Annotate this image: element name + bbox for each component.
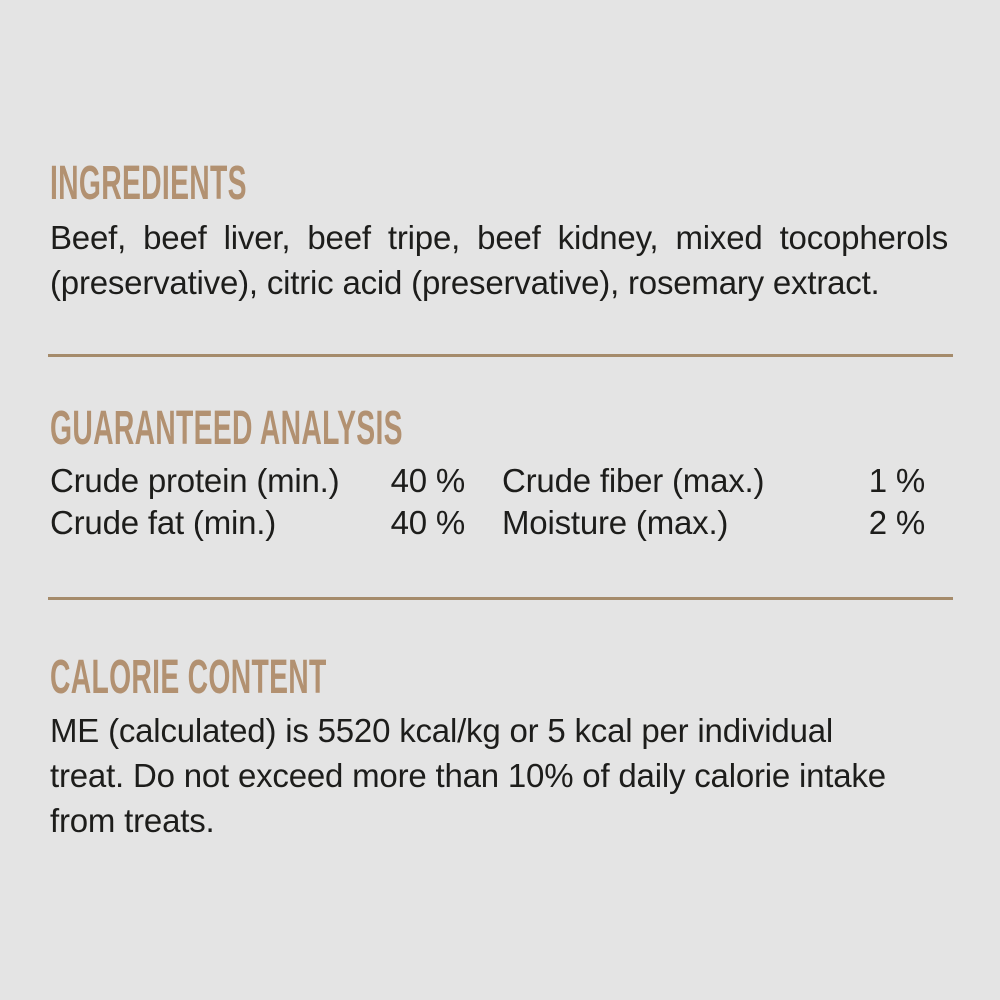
analysis-cell bbox=[502, 506, 925, 539]
analysis-value: 40 % bbox=[390, 462, 465, 499]
analysis-label: Crude protein (min.) bbox=[50, 462, 340, 499]
column-gap bbox=[465, 464, 502, 497]
analysis-label: Crude fat (min.) bbox=[50, 504, 277, 541]
section-divider bbox=[48, 597, 953, 600]
analysis-value: 2 % bbox=[868, 504, 925, 541]
analysis-cell bbox=[50, 464, 465, 497]
guaranteed-analysis-heading: GUARANTEED ANALYSIS bbox=[50, 402, 403, 455]
analysis-label: Crude fiber (max.) bbox=[502, 462, 765, 499]
calorie-text-line: from treats. bbox=[50, 802, 215, 839]
analysis-cell bbox=[50, 506, 465, 539]
section-divider bbox=[48, 354, 953, 357]
analysis-row bbox=[50, 506, 925, 539]
calorie-text-line: ME (calculated) is 5520 kcal/kg or 5 kcal per individual bbox=[50, 712, 834, 749]
analysis-label: Moisture (max.) bbox=[502, 504, 729, 541]
ingredients-text-line: (preservative), citric acid (preservative), rosemary extract. bbox=[50, 264, 880, 301]
analysis-cell bbox=[502, 464, 925, 497]
calorie-content-heading: CALORIE CONTENT bbox=[50, 651, 327, 704]
column-gap bbox=[465, 506, 502, 539]
analysis-value: 40 % bbox=[390, 504, 465, 541]
ingredients-heading: INGREDIENTS bbox=[50, 157, 247, 210]
analysis-row bbox=[50, 464, 925, 497]
analysis-value: 1 % bbox=[868, 462, 925, 499]
ingredients-text-line: Beef, beef liver, beef tripe, beef kidney, mixed tocopherols bbox=[50, 219, 948, 256]
calorie-text-line: treat. Do not exceed more than 10% of daily calorie intake bbox=[50, 757, 886, 794]
